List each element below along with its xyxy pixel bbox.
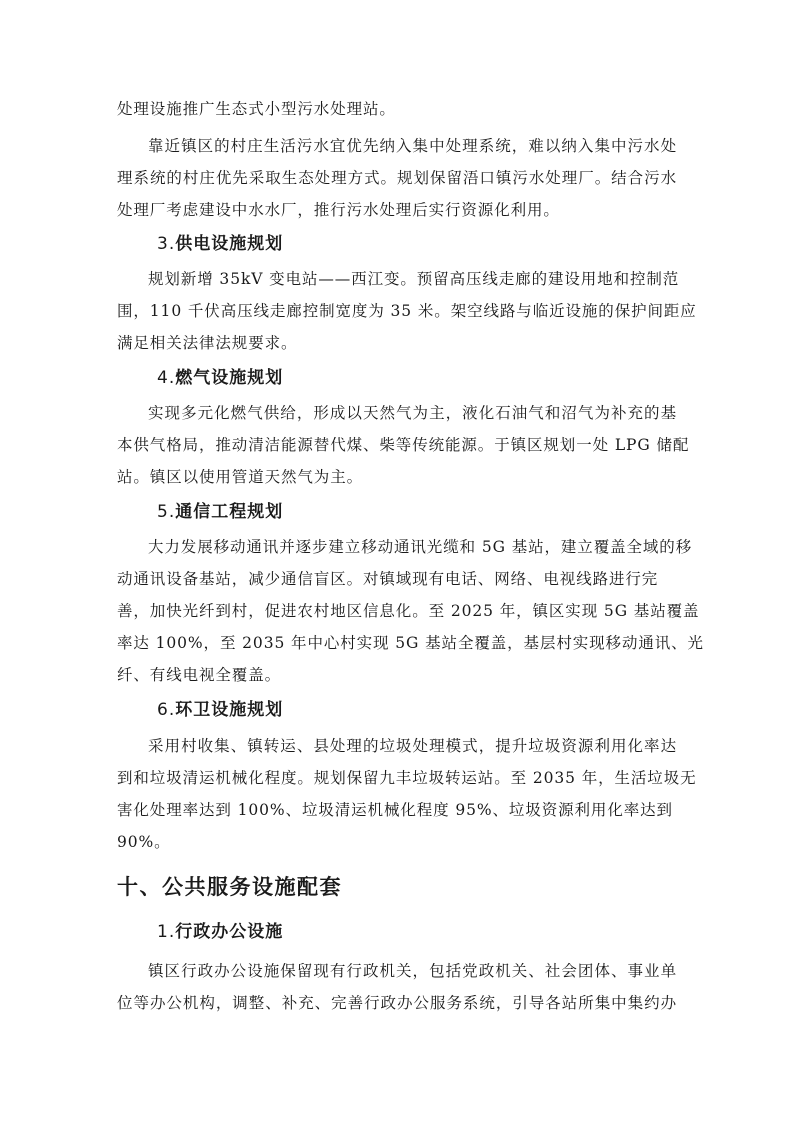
paragraph-line: 处理厂考虑建设中水水厂，推行污水处理后实行资源化利用。 [117, 201, 560, 219]
subheading-title: 供电设施规划 [175, 234, 284, 254]
subheading-number: 3. [157, 234, 176, 254]
paragraph-line: 善，加快光纤到村，促进农村地区信息化。至 2025 年，镇区实现 5G 基站覆盖 [117, 602, 700, 620]
paragraph-line: 率达 100%，至 2035 年中心村实现 5G 基站全覆盖，基层村实现移动通讯、光 [117, 634, 704, 652]
paragraph-line: 纤、有线电视全覆盖。 [117, 666, 282, 684]
subheading-title: 通信工程规划 [175, 502, 284, 522]
paragraph-line: 位等办公机构，调整、补充、完善行政办公服务系统，引导各站所集中集约办 [117, 994, 677, 1012]
subheading-gas [157, 367, 283, 389]
paragraph-line: 本供气格局，推动清洁能源替代煤、柴等传统能源。于镇区规划一处 LPG 储配 [117, 436, 690, 454]
paragraph-line: 实现多元化燃气供给，形成以天然气为主，液化石油气和沼气为补充的基 [148, 404, 677, 422]
section-heading-public-services: 十、公共服务设施配套 [117, 875, 342, 899]
subheading-number: 1. [157, 922, 176, 942]
subheading-administrative [157, 921, 283, 943]
paragraph-line: 害化处理率达到 100%、垃圾清运机械化程度 95%、垃圾资源利用化率达到 [117, 801, 673, 819]
subheading-title: 行政办公设施 [175, 922, 284, 942]
paragraph-line: 镇区行政办公设施保留现有行政机关，包括党政机关、社会团体、事业单 [148, 962, 677, 980]
paragraph-line: 满足相关法律法规要求。 [117, 334, 298, 352]
paragraph-line: 到和垃圾清运机械化程度。规划保留九丰垃圾转运站。至 2035 年，生活垃圾无 [117, 769, 697, 787]
paragraph-line: 围，110 千伏高压线走廊控制宽度为 35 米。架空线路与临近设施的保护间距应 [117, 302, 697, 320]
paragraph-line: 理系统的村庄优先采取生态处理方式。规划保留浯口镇污水处理厂。结合污水 [117, 169, 677, 187]
paragraph-line: 采用村收集、镇转运、县处理的垃圾处理模式，提升垃圾资源利用化率达 [148, 737, 677, 755]
subheading-power-supply [157, 233, 283, 255]
subheading-number: 6. [157, 700, 176, 720]
paragraph-line: 动通讯设备基站，减少通信盲区。对镇域现有电话、网络、电视线路进行完 [117, 570, 659, 588]
subheading-title: 环卫设施规划 [175, 700, 284, 720]
paragraph-line: 处理设施推广生态式小型污水处理站。 [117, 100, 396, 118]
paragraph-line: 规划新增 35kV 变电站——西江变。预留高压线走廊的建设用地和控制范 [148, 270, 680, 288]
subheading-title: 燃气设施规划 [175, 368, 284, 388]
paragraph-line: 靠近镇区的村庄生活污水宜优先纳入集中处理系统，难以纳入集中污水处 [148, 137, 677, 155]
paragraph-line: 站。镇区以使用管道天然气为主。 [117, 468, 364, 486]
subheading-number: 5. [157, 502, 176, 522]
subheading-sanitation [157, 699, 283, 721]
paragraph-line: 大力发展移动通讯并逐步建立移动通讯光缆和 5G 基站，建立覆盖全域的移 [148, 538, 693, 556]
subheading-number: 4. [157, 368, 176, 388]
subheading-telecom [157, 501, 283, 523]
paragraph-line: 90%。 [117, 833, 171, 851]
